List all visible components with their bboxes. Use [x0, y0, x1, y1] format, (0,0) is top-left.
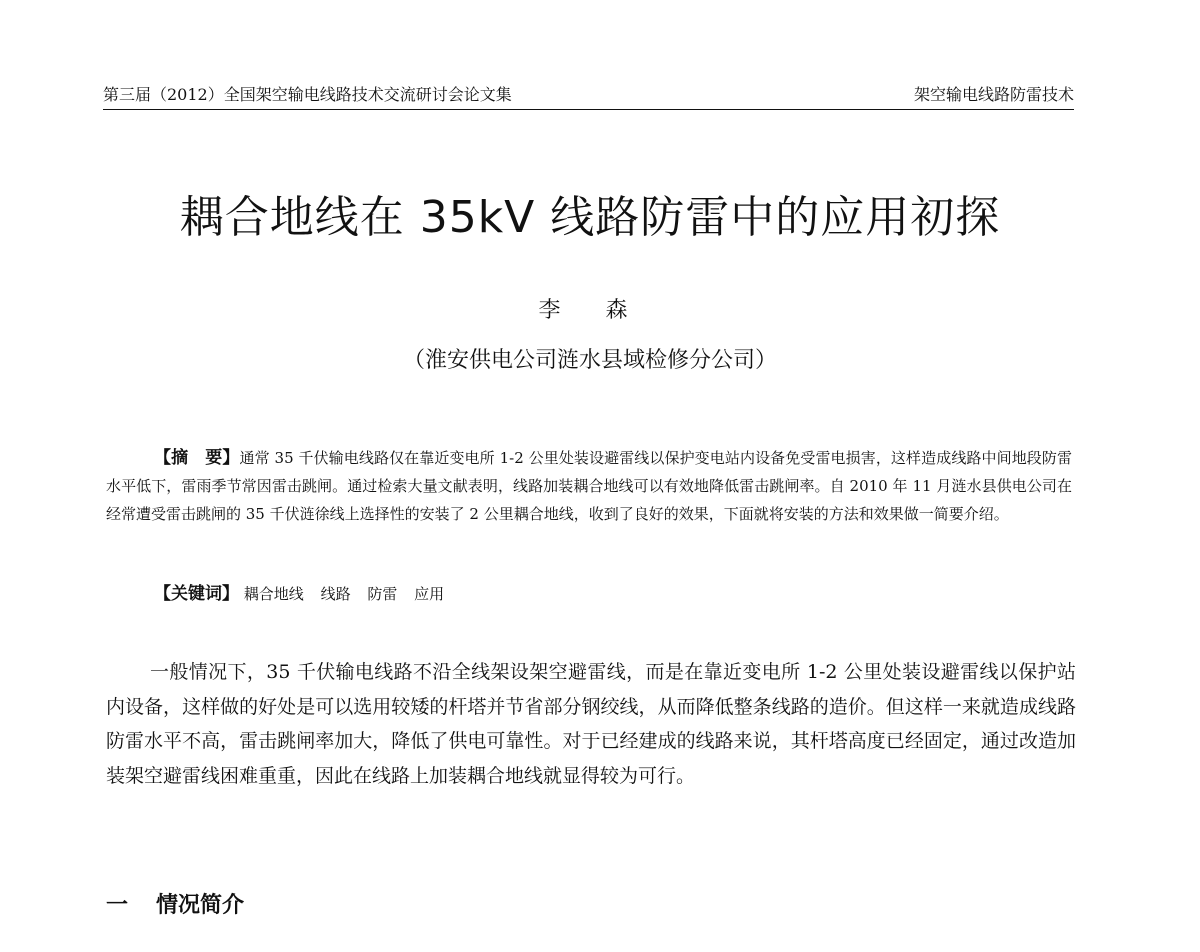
body-paragraph: 一般情况下，35 千伏输电线路不沿全线架设架空避雷线，而是在靠近变电所 1-2 公里处装设避雷线以保护站内设备，这样做的好处是可以选用较矮的杆塔并节省部分钢绞线，从而降低整条线路的造价。但这样一来就造成线路防雷水平不高，雷击跳闸率加大，降低了供电可靠性。对于已经建成的线路来说，其杆塔高度已经固定，通过改造加装架空避雷线困难重重，因此在线路上加装耦合地线就显得较为可行。	[106, 661, 1076, 787]
abstract-tag: 【摘 要】	[154, 448, 240, 468]
abstract-text: 通常 35 千伏输电线路仅在靠近变电所 1-2 公里处装设避雷线以保护变电站内设备免受雷电损害，这样造成线路中间地段防雷水平低下，雷雨季节常因雷击跳闸。通过检索大量文献表明，线路加装耦合地线可以有效地降低雷击跳闸率。自 2010 年 11 月涟水县供电公司在经常遭受雷击跳闸的 35 千伏涟徐线上选择性的安装了 2 公里耦合地线，收到了良好的效果，下面就将安装的方法和效果做一简要介绍。	[106, 449, 1072, 523]
header-rule	[103, 109, 1074, 110]
keyword: 线路	[320, 585, 351, 603]
author-name: 李 森	[538, 298, 642, 323]
keyword: 应用	[414, 585, 445, 603]
keywords-tag: 【关键词】	[154, 584, 239, 604]
keyword: 防雷	[367, 585, 398, 603]
running-header	[103, 84, 1074, 106]
header-section-title: 架空输电线路防雷技术	[913, 85, 1074, 104]
abstract	[106, 444, 1072, 528]
section-title: 情况简介	[156, 893, 245, 918]
keywords	[154, 580, 1072, 608]
author-affiliation: （淮安供电公司涟水县域检修分公司）	[402, 348, 777, 373]
header-proceedings-title: 第三届（2012）全国架空输电线路技术交流研讨会论文集	[103, 85, 512, 104]
paper-title: 耦合地线在 35kV 线路防雷中的应用初探	[179, 192, 1001, 243]
section-number: 一	[106, 893, 129, 918]
section-heading	[106, 888, 244, 924]
keyword: 耦合地线	[243, 585, 304, 603]
